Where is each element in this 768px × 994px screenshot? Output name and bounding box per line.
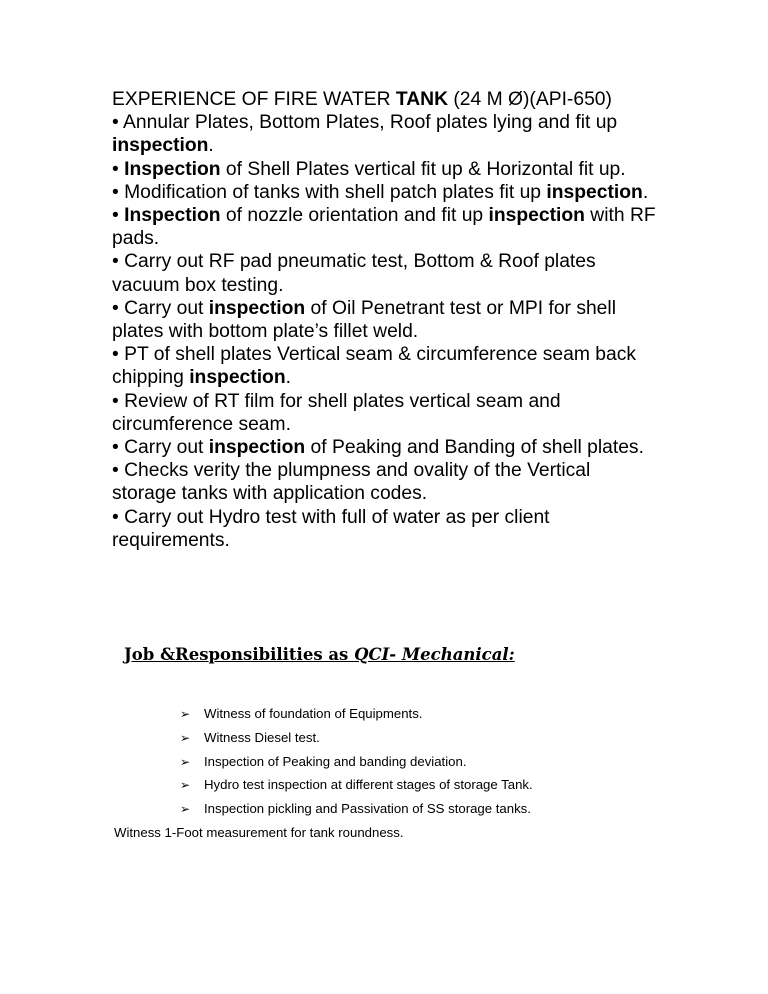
item-text: Annular Plates, Bottom Plates, Roof plates lying and fit up [118, 112, 618, 134]
arrow-bullet-icon: ➢ [180, 707, 191, 721]
bullet-glyph: • [112, 181, 119, 203]
item-text: Checks verity the plumpness and ovality of the Vertical storage tanks with application codes. [112, 460, 591, 505]
job-list-item [180, 773, 533, 797]
item-text: Carry out [118, 437, 209, 459]
bullet-glyph: • [112, 158, 119, 180]
item-text: Modification of tanks with shell patch plates fit up [118, 181, 547, 203]
experience-item [112, 506, 657, 552]
experience-item [112, 250, 657, 296]
job-item-text: Hydro test inspection at different stages of storage Tank. [204, 777, 533, 793]
experience-item [112, 204, 657, 250]
bullet-glyph: • [112, 251, 119, 273]
bullet-glyph: • [112, 437, 119, 459]
job-list [180, 702, 533, 821]
bold-keyword: Inspection [124, 205, 221, 227]
arrow-bullet-icon: ➢ [180, 730, 191, 745]
experience-item [112, 459, 657, 505]
bold-keyword: inspection [208, 437, 306, 459]
job-list-item [180, 750, 533, 774]
experience-section [112, 88, 657, 552]
bold-keyword: inspection [488, 205, 585, 227]
item-text: . [208, 135, 214, 157]
job-item-text: Inspection of Peaking and banding deviation. [204, 753, 467, 769]
job-list-item [180, 726, 533, 750]
arrow-bullet-icon: ➢ [180, 778, 191, 793]
bullet-glyph: • [112, 344, 119, 366]
bullet-glyph: • [112, 297, 119, 319]
experience-item [112, 158, 657, 181]
experience-item [112, 343, 657, 389]
experience-item [112, 111, 657, 157]
item-text: with RF pads. [112, 205, 656, 250]
job-list-item [180, 797, 533, 821]
item-text: Carry out RF pad pneumatic test, Bottom & Roof plates vacuum box testing. [112, 251, 596, 296]
bullet-glyph: • [112, 390, 119, 412]
job-item-text: Witness Diesel test. [204, 729, 320, 745]
experience-title-suffix: (24 M Ø)(API-650) [448, 89, 612, 110]
bullet-glyph: • [112, 506, 119, 528]
experience-list [112, 111, 657, 552]
bullet-glyph: • [112, 112, 119, 134]
job-footer-line: Witness 1-Foot measurement for tank roundness. [114, 825, 404, 840]
item-text: Carry out Hydro test with full of water as per client requirements. [112, 506, 550, 551]
job-item-text: Inspection pickling and Passivation of SS storage tanks. [204, 801, 531, 817]
bold-keyword: inspection [112, 135, 209, 157]
item-text: of Shell Plates vertical fit up & Horizontal fit up. [220, 158, 626, 180]
item-text: Carry out [118, 297, 209, 319]
experience-item [112, 297, 657, 343]
item-text: . [642, 181, 649, 203]
item-text: PT of shell plates Vertical seam & circumference seam back chipping [112, 344, 637, 389]
job-item-text: Witness of foundation of Equipments. [204, 706, 423, 721]
experience-title-bold: TANK [395, 89, 449, 110]
experience-title [112, 88, 657, 111]
bold-keyword: inspection [189, 367, 286, 389]
experience-item [112, 390, 657, 436]
bold-keyword: inspection [546, 181, 643, 203]
arrow-bullet-icon: ➢ [180, 754, 191, 769]
job-heading-prefix: Job &Responsibilities as [124, 645, 355, 664]
experience-item [112, 181, 657, 204]
bold-keyword: Inspection [124, 158, 221, 180]
item-text: of Oil Penetrant test or MPI for shell plates with bottom plate’s fillet weld. [112, 297, 616, 343]
item-text: Review of RT film for shell plates vertical seam and circumference seam. [112, 390, 561, 435]
bold-keyword: inspection [208, 297, 306, 319]
bullet-glyph: • [112, 460, 119, 482]
bullet-glyph: • [112, 205, 119, 227]
arrow-bullet-icon: ➢ [180, 802, 191, 817]
item-text: . [285, 367, 291, 389]
job-list-item [180, 702, 533, 726]
job-heading-role: QCI- Mechanical: [354, 645, 515, 664]
item-text: of Peaking and Banding of shell plates. [305, 437, 644, 459]
item-text: of nozzle orientation and fit up [220, 205, 489, 227]
experience-item [112, 436, 657, 459]
job-heading [124, 643, 515, 667]
experience-title-prefix: EXPERIENCE OF FIRE WATER [112, 89, 396, 110]
